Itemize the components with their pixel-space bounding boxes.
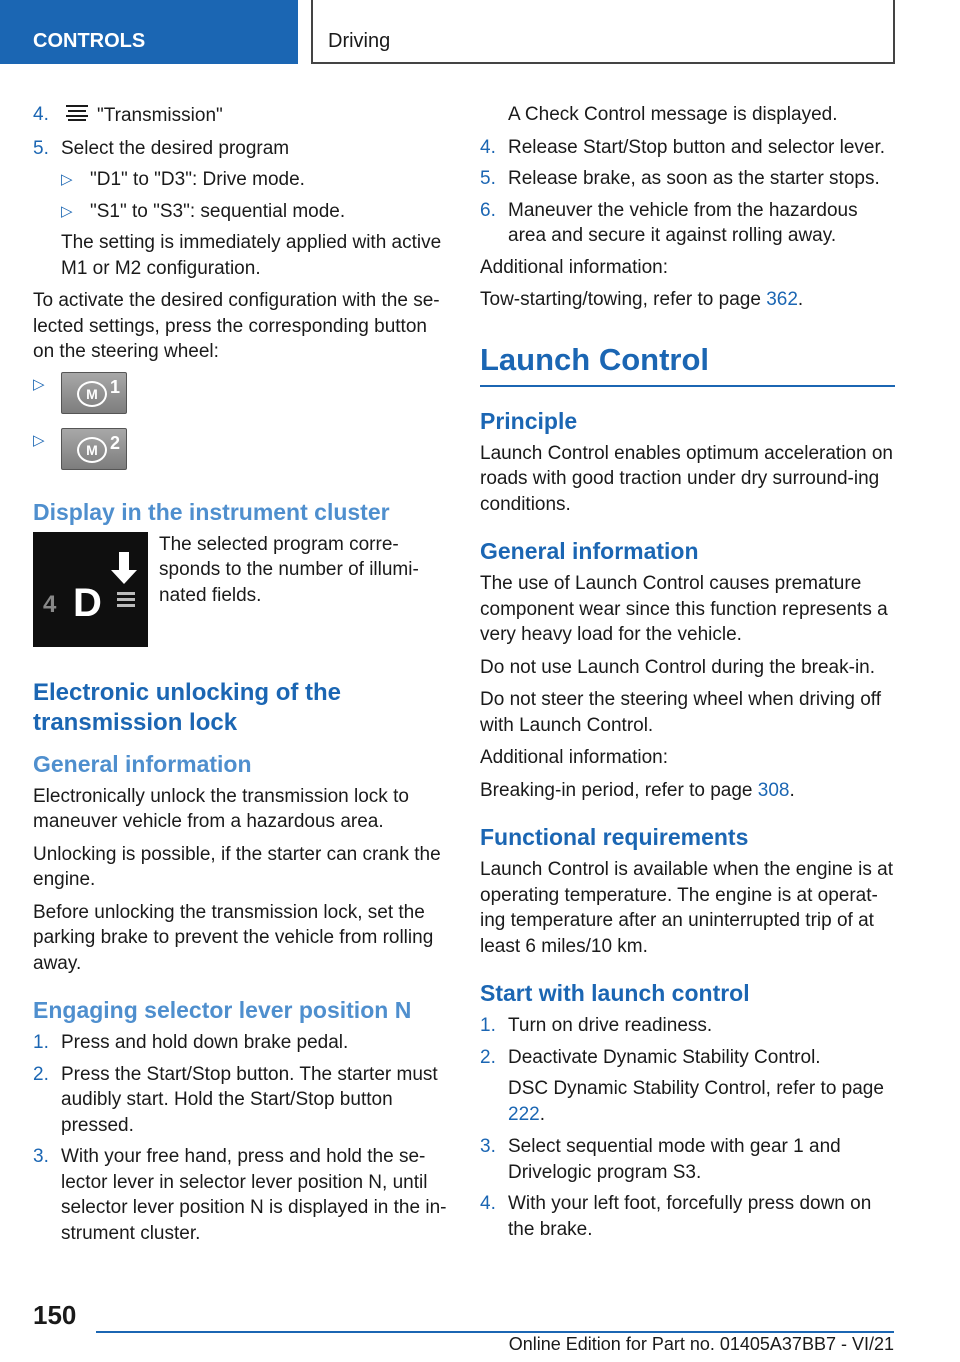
list-item (480, 1134, 895, 1185)
down-arrow-icon (111, 552, 137, 584)
gear-letter: D (73, 580, 102, 625)
paragraph: Do not use Launch Control during the break-in. (480, 656, 876, 678)
paragraph: Launch Control enables optimum acceleration on roads with good traction under dry surround-ing conditions. (480, 442, 893, 515)
paragraph: The use of Launch Control causes premature component wear since this function represents a very heavy load for the vehicle. (480, 573, 888, 645)
button-item (33, 428, 448, 470)
step-number: 5. (33, 137, 49, 159)
step-text: Release brake, as soon as the starter stops. (508, 168, 880, 189)
unlock-heading: Electronic unlocking of the transmission lock (33, 678, 342, 736)
step-text: Press the Start/Stop button. The starter must audibly start. Hold the Start/Stop button pressed. (61, 1063, 438, 1136)
principle-heading: Principle (480, 407, 578, 434)
paragraph: Electronically unlock the transmission lock to maneuver vehicle from a hazardous area. (33, 785, 409, 832)
list-item (33, 1030, 448, 1056)
ref-text: Tow-starting/towing, refer to page (480, 289, 767, 310)
paragraph: Do not steer the steering wheel when driving off with Launch Control. (480, 689, 881, 736)
list-item (33, 1062, 448, 1139)
step-number: 5. (480, 168, 496, 189)
instrument-cluster-image (33, 532, 148, 647)
display-text: The selected program corre-sponds to the number of illumi-nated fields. (159, 533, 419, 606)
additional-label: Additional information: (480, 256, 668, 278)
step-number: 1. (33, 1032, 49, 1053)
step-number: 4. (480, 136, 496, 158)
general-heading-right: General information (480, 538, 699, 564)
step-number: 6. (480, 199, 496, 221)
list-item (33, 136, 448, 162)
step-number: 2. (33, 1063, 49, 1085)
ref-text: DSC Dynamic Stability Control, refer to page (508, 1078, 884, 1099)
launch-control-heading: Launch Control (480, 341, 895, 387)
page-link-362[interactable]: 362 (766, 289, 798, 310)
page-number: 150 (33, 1300, 77, 1330)
gear-number: 4 (43, 590, 57, 618)
start-heading: Start with launch control (480, 980, 750, 1006)
list-item (480, 1045, 895, 1071)
paragraph: Before unlocking the transmission lock, set the parking brake to prevent the vehicle from rolling away. (33, 901, 434, 974)
bullet-item (33, 167, 448, 193)
dsc-reference: DSC Dynamic Stability Control, refer to page 222. (508, 1078, 884, 1125)
triangle-bullet-icon: ▷ (61, 202, 73, 220)
step-number: 4. (33, 104, 49, 125)
list-item (480, 198, 895, 249)
section-tab: CONTROLS (0, 0, 298, 64)
edition-text: Online Edition for Part no. 01405A37BB7 - VI/21 (508, 1334, 894, 1354)
ref-text: Breaking-in period, refer to page (480, 779, 758, 801)
continued-text: A Check Control message is displayed. (508, 104, 838, 125)
step-text: With your free hand, press and hold the se-lector lever in selector lever position N, until selector lever position N is displayed in the in-strument cluster. (61, 1146, 447, 1244)
engaging-heading: Engaging selector lever position N (33, 997, 412, 1023)
step-number: 4. (480, 1193, 496, 1214)
left-column (33, 102, 448, 1252)
note-text: The setting is immediately applied with active M1 or M2 configuration. (61, 232, 442, 279)
m2-button-icon (61, 428, 127, 470)
step-number: 3. (480, 1136, 496, 1157)
step-text: Deactivate Dynamic Stability Control. (508, 1046, 821, 1068)
breadcrumb: Driving (311, 0, 895, 64)
general-heading-left: General information (33, 750, 252, 777)
page-link-308[interactable]: 308 (757, 779, 790, 801)
m-number: 2 (109, 432, 120, 453)
m-number: 1 (109, 376, 120, 397)
list-item (480, 1013, 895, 1039)
step-text: Select sequential mode with gear 1 and Drivelogic program S3. (508, 1136, 841, 1183)
m-letter: M (77, 381, 107, 407)
triangle-bullet-icon: ▷ (33, 431, 45, 449)
transmission-menu-icon (65, 102, 89, 130)
m-letter: M (77, 437, 107, 463)
list-item (33, 102, 448, 130)
step-number: 3. (33, 1146, 49, 1167)
tow-reference: Tow-starting/towing, refer to page 362. (480, 289, 804, 310)
step-number: 2. (480, 1046, 496, 1068)
step-text: Release Start/Stop button and selector lever. (508, 136, 886, 158)
list-item (480, 166, 895, 192)
step-text: With your left foot, forcefully press down on the brake. (508, 1193, 872, 1240)
step-text: Maneuver the vehicle from the hazardous area and secure it against rolling away. (508, 199, 858, 246)
page-link-222[interactable]: 222 (508, 1103, 540, 1125)
functional-heading: Functional requirements (480, 824, 749, 850)
step-number: 1. (480, 1015, 496, 1036)
triangle-bullet-icon: ▷ (61, 171, 73, 188)
m1-button-icon (61, 372, 127, 414)
step-text: Press and hold down brake pedal. (61, 1032, 349, 1053)
list-item (480, 1191, 895, 1242)
bullet-text: "S1" to "S3": sequential mode. (90, 200, 346, 222)
right-column (480, 102, 895, 1248)
list-item (480, 135, 895, 161)
step-text: Turn on drive readiness. (508, 1015, 713, 1036)
paragraph: Unlocking is possible, if the starter can crank the engine. (33, 843, 441, 890)
bullet-item (33, 199, 448, 225)
bullet-text: "D1" to "D3": Drive mode. (90, 169, 305, 190)
activate-text: To activate the desired configuration with the se-lected settings, press the corresponding button on the steering wheel: (33, 290, 440, 362)
cluster-block (33, 532, 448, 652)
additional-label: Additional information: (480, 747, 668, 768)
list-item (33, 1144, 448, 1246)
step-text: "Transmission" (97, 104, 223, 126)
paragraph: Launch Control is available when the engine is at operating temperature. The engine is at operat-ing temperature after an uninterrupted trip of at least 6 miles/10 km. (480, 859, 893, 957)
button-item (33, 372, 448, 414)
breakin-reference: Breaking-in period, refer to page 308. (480, 779, 795, 801)
triangle-bullet-icon: ▷ (33, 375, 45, 393)
step-text: Select the desired program (61, 137, 290, 159)
display-heading: Display in the instrument cluster (33, 498, 390, 525)
